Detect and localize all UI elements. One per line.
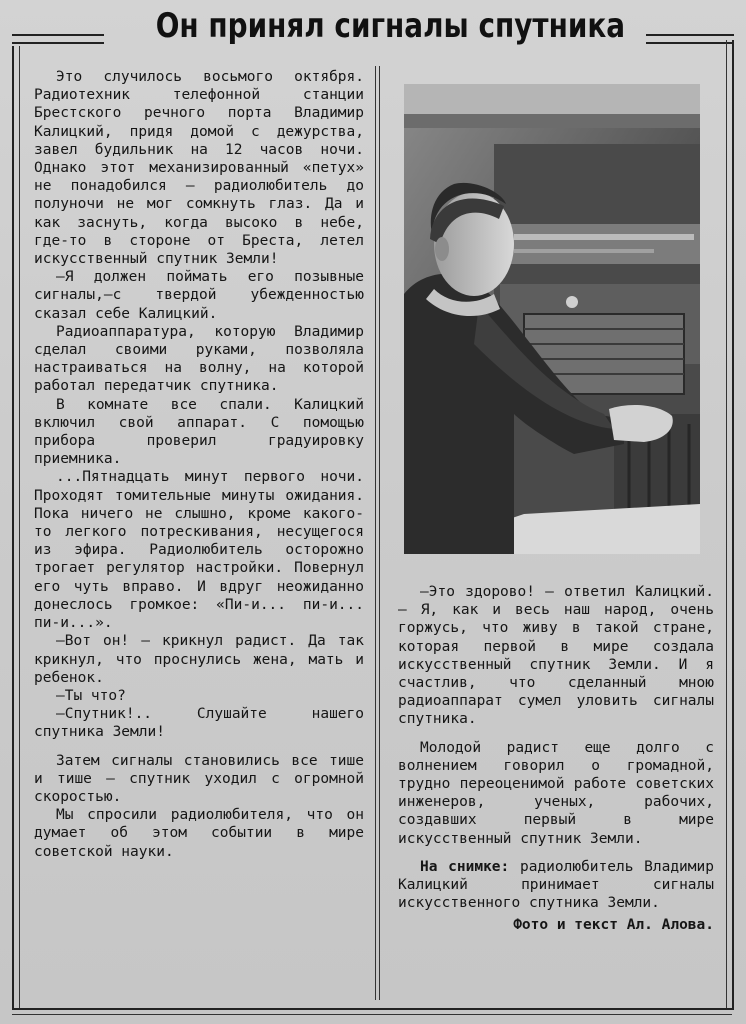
frame-left-border — [12, 46, 20, 1010]
headline: Он принял сигналы спутника — [155, 6, 626, 46]
headline-row — [0, 6, 746, 58]
article-column-left — [34, 68, 364, 861]
frame-bottom-border — [12, 1008, 732, 1015]
paragraph: ...Пятнадцать минут первого ночи. Проходят томительные минуты ожидания. Пока ничего не слышно, кроме какого-то легкого потрескивания, несущегося из эфира. Радиолюбитель осторожно трогает регулятор настройки. Повернул его чуть вправо. И вдруг неожиданно донеслось громкое: «Пи-и... пи-и... пи-и...». — [34, 469, 364, 632]
paragraph: —Спутник!.. Слушайте нашего спутника Земли! — [34, 706, 364, 741]
headline-rule-right — [646, 34, 734, 44]
paragraph: —Вот он! — крикнул радист. Да так крикнул, что проснулись жена, мать и ребенок. — [34, 633, 364, 686]
paragraph: —Ты что? — [56, 687, 126, 704]
caption-lead: На снимке: — [420, 858, 510, 875]
paragraph: Мы спросили радиолюбителя, что он думает об этом событии в мире советской науки. — [34, 807, 364, 860]
headline-rule-left — [12, 34, 104, 44]
article-column-right — [398, 583, 714, 935]
paragraph: Затем сигналы становились все тише и тише — спутник уходил с огромной скоростью. — [34, 752, 364, 805]
frame-right-border — [726, 40, 734, 1010]
photo-illustration — [404, 84, 700, 554]
column-divider — [375, 66, 380, 1000]
paragraph: —Я должен поймать его позывные сигналы,—с твердой убежденностью сказал себе Калицкий. — [34, 269, 364, 322]
paragraph: Это случилось восьмого октября. Радиотехник телефонной станции Брестского речного порта Владимир Калицкий, придя домой с дежурства, завел будильник на 12 часов ночи. Однако этот механизированный «петух» не понадобился — радиолюбитель до полуночи не мог сомкнуть глаз. Да и как заснуть, когда высоко в небе, где-то в стороне от Бреста, летел искусственный спутник Земли! — [34, 69, 364, 268]
paragraph: Радиоаппаратура, которую Владимир сделал своими руками, позволяла настраиваться на волну, на которой работал передатчик спутника. — [34, 323, 364, 395]
byline: Фото и текст Ал. Алова. — [513, 917, 714, 934]
paragraph: —Это здорово! — ответил Калицкий. — Я, как и весь наш народ, очень горжусь, что живу в такой стране, которая первой в мире создала искусственный спутник Земли. И я счастлив, что сделанный мною радиоаппарат сумел уловить сигналы спутника. — [398, 584, 714, 728]
caption-body: радиолюбитель Владимир Калицкий принимает сигналы искусственного спутника Земли. — [398, 858, 714, 912]
paragraph: Молодой радист еще долго с волнением говорил о громадной, трудно переоценимой работе советских инженеров, ученых, рабочих, создавших первый в мире искусственный спутник Земли. — [398, 739, 714, 847]
paragraph: В комнате все спали. Калицкий включил свой аппарат. С помощью прибора проверил градуировку приемника. — [34, 396, 364, 468]
photo-radio-amateur — [404, 84, 700, 554]
photo-caption — [398, 858, 714, 935]
caption-text — [398, 858, 714, 913]
